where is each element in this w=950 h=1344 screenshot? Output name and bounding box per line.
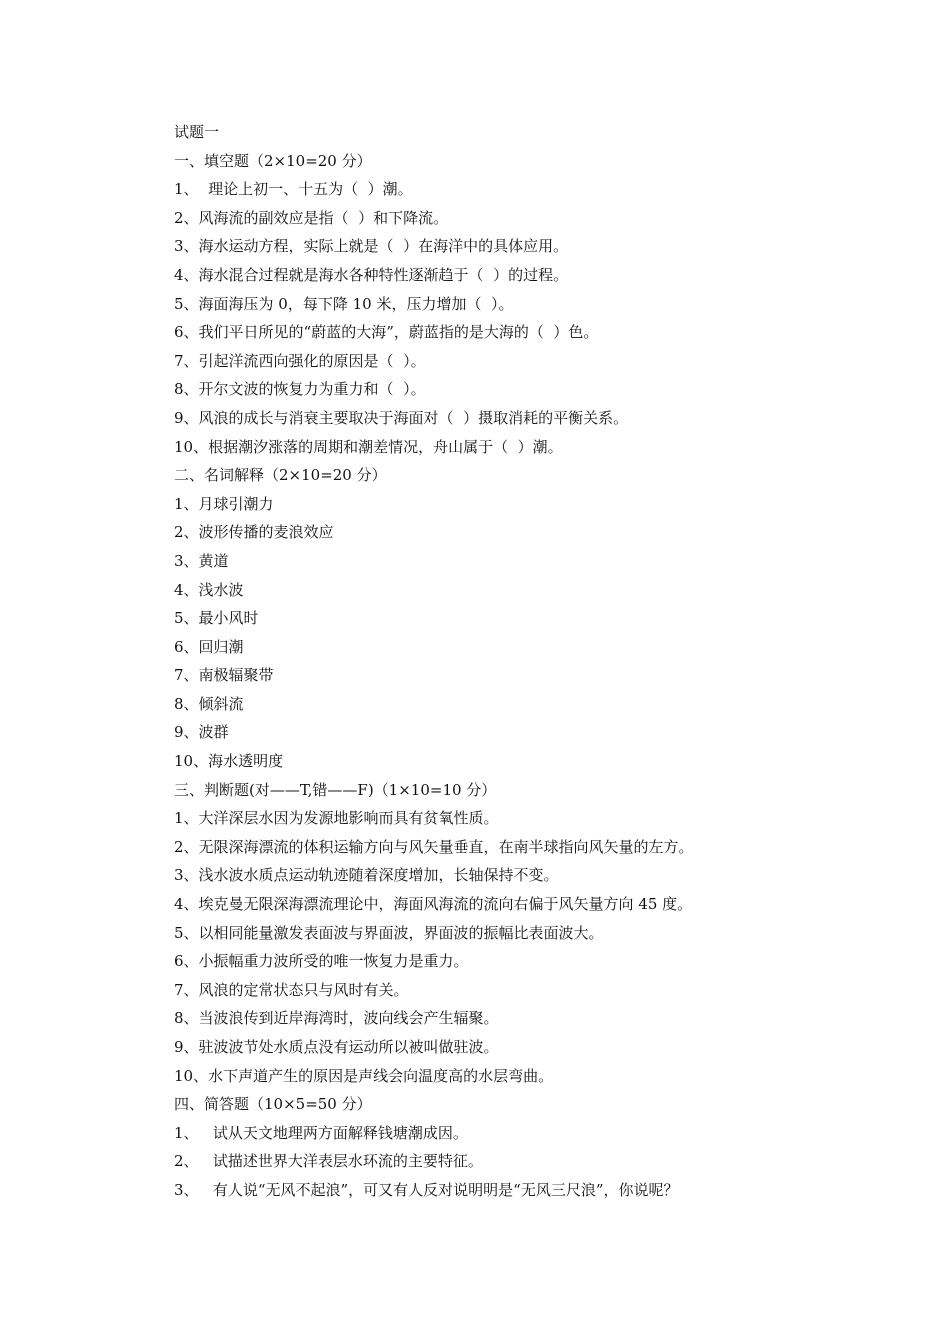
fill-blank-item: 6、我们平日所见的“蔚蓝的大海”，蔚蓝指的是大海的（ ）色。: [174, 323, 599, 342]
term-item: 1、月球引潮力: [174, 494, 274, 513]
section1-heading: 一、填空题（2×10=20 分）: [174, 151, 372, 170]
term-item: 10、海水透明度: [174, 752, 284, 771]
true-false-item: 8、当波浪传到近岸海湾时，波向线会产生辐聚。: [174, 1009, 499, 1028]
true-false-item: 10、水下声道产生的原因是声线会向温度高的水层弯曲。: [174, 1066, 554, 1085]
fill-blank-item: 10、根据潮汐涨落的周期和潮差情况，舟山属于（ ）潮。: [174, 437, 563, 456]
fill-blank-item: 2、风海流的副效应是指（ ）和下降流。: [174, 208, 449, 227]
term-item: 2、波形传播的麦浪效应: [174, 523, 334, 542]
term-item: 4、浅水波: [174, 580, 244, 599]
true-false-item: 5、以相同能量激发表面波与界面波，界面波的振幅比表面波大。: [174, 923, 604, 942]
term-item: 6、回归潮: [174, 637, 244, 656]
fill-blank-item: 9、风浪的成长与消衰主要取决于海面对（ ）摄取消耗的平衡关系。: [174, 408, 629, 427]
fill-blank-item: 7、引起洋流西向强化的原因是（ ）。: [174, 351, 426, 370]
true-false-item: 2、无限深海漂流的体积运输方向与风矢量垂直，在南半球指向风矢量的左方。: [174, 837, 694, 856]
fill-blank-item: 3、海水运动方程，实际上就是（ ）在海洋中的具体应用。: [174, 237, 569, 256]
short-answer-item: 2、 试描述世界大洋表层水环流的主要特征。: [174, 1152, 483, 1171]
true-false-item: 9、驻波波节处水质点没有运动所以被叫做驻波。: [174, 1038, 499, 1056]
section3-heading: 三、判断题(对——T,错——F)（1×10=10 分）: [174, 780, 497, 799]
exam-title: 试题一: [174, 123, 220, 141]
fill-blank-item: 4、海水混合过程就是海水各种特性逐渐趋于（ ）的过程。: [174, 265, 569, 284]
fill-blank-item: 8、开尔文波的恢复力为重力和（ ）。: [174, 380, 426, 399]
exam-document: [174, 118, 894, 1205]
short-answer-item: 3、 有人说“无风不起浪”，可又有人反对说明明是“无风三尺浪”，你说呢？: [174, 1180, 679, 1199]
true-false-item: 7、风浪的定常状态只与风时有关。: [174, 980, 409, 999]
true-false-item: 6、小振幅重力波所受的唯一恢复力是重力。: [174, 952, 469, 971]
term-item: 3、黄道: [174, 551, 229, 570]
section4-heading: 四、简答题（10×5=50 分）: [174, 1095, 372, 1114]
term-item: 7、南极辐聚带: [174, 666, 274, 685]
true-false-item: 3、浅水波水质点运动轨迹随着深度增加，长轴保持不变。: [174, 866, 559, 885]
section2-heading: 二、名词解释（2×10=20 分）: [174, 466, 387, 485]
short-answer-item: 1、 试从天文地理两方面解释钱塘潮成因。: [174, 1123, 468, 1142]
term-item: 8、倾斜流: [174, 694, 244, 713]
term-item: 5、最小风时: [174, 609, 259, 628]
term-item: 9、波群: [174, 723, 229, 742]
true-false-item: 1、大洋深层水因为发源地影响而具有贫氧性质。: [174, 809, 499, 828]
fill-blank-item: 5、海面海压为 0，每下降 10 米，压力增加（ ）。: [174, 294, 514, 313]
true-false-item: 4、埃克曼无限深海漂流理论中，海面风海流的流向右偏于风矢量方向 45 度。: [174, 895, 693, 914]
fill-blank-item: 1、 理论上初一、十五为（ ）潮。: [174, 180, 413, 199]
